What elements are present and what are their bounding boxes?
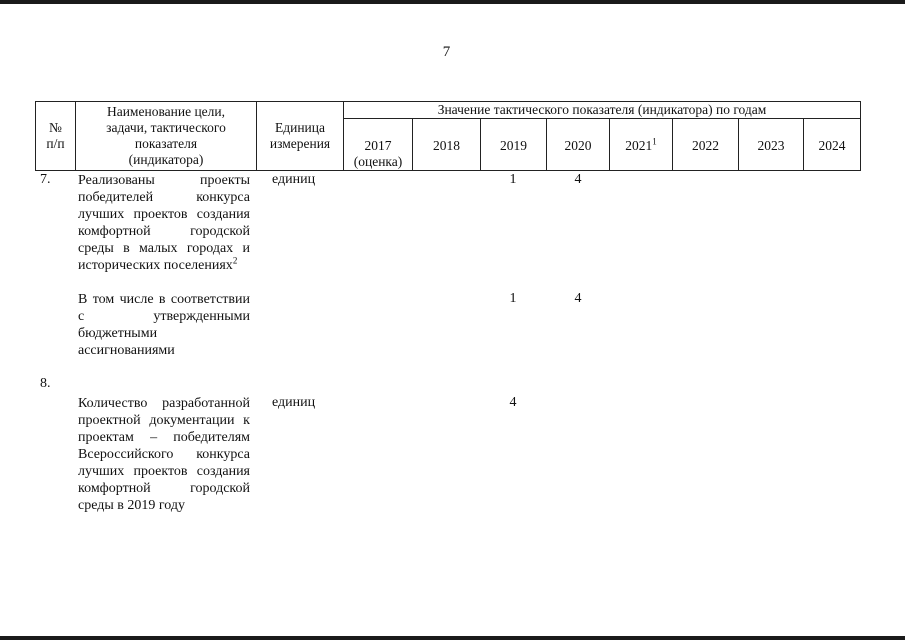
indicator-name: В том числе в соответствии с утвержденными бюджетными ассигнованиями <box>78 292 250 358</box>
header-year-2018: 2018 <box>433 138 460 153</box>
header-year-2019: 2019 <box>500 138 527 153</box>
top-border <box>0 0 905 4</box>
header-year-2017: 2017 (оценка) <box>353 138 403 169</box>
header-year-2023: 2023 <box>757 138 785 153</box>
header-year-2021: 2021$^1$ <box>625 136 657 153</box>
value-2019: 4 <box>509 395 517 410</box>
indicator-name: Количество разработанной проектной документации к проектам – победителям Всероссийского конкурса лучших проектов создания комфортной городской среды в 2019 году <box>78 396 250 513</box>
header-values-title: Значение тактического показателя (индикатора) по годам <box>437 102 767 117</box>
header-year-2020: 2020 <box>564 138 592 153</box>
header-year-2024: 2024 <box>818 138 846 153</box>
header-unit: Единица измерения <box>269 120 331 151</box>
value-2019: 1 <box>509 291 517 306</box>
page-number: 7 <box>442 44 451 60</box>
indicator-name: Реализованы проекты победителей конкурса лучших проектов создания комфортной городской среды в малых городах и исторических поселениях$^2$ <box>78 173 250 273</box>
value-2020: 4 <box>574 172 582 187</box>
unit-value: единиц <box>272 395 316 410</box>
value-2019: 1 <box>509 172 517 187</box>
header-name: Наименование цели, задачи, тактического показателя (индикатора) <box>106 104 226 167</box>
row-number: 8. <box>40 376 51 391</box>
bottom-border <box>0 636 905 640</box>
header-year-2022: 2022 <box>692 138 719 153</box>
row-number: 7. <box>40 172 51 187</box>
header-no: № п/п <box>46 120 65 151</box>
unit-value: единиц <box>272 172 316 187</box>
value-2020: 4 <box>574 291 582 306</box>
